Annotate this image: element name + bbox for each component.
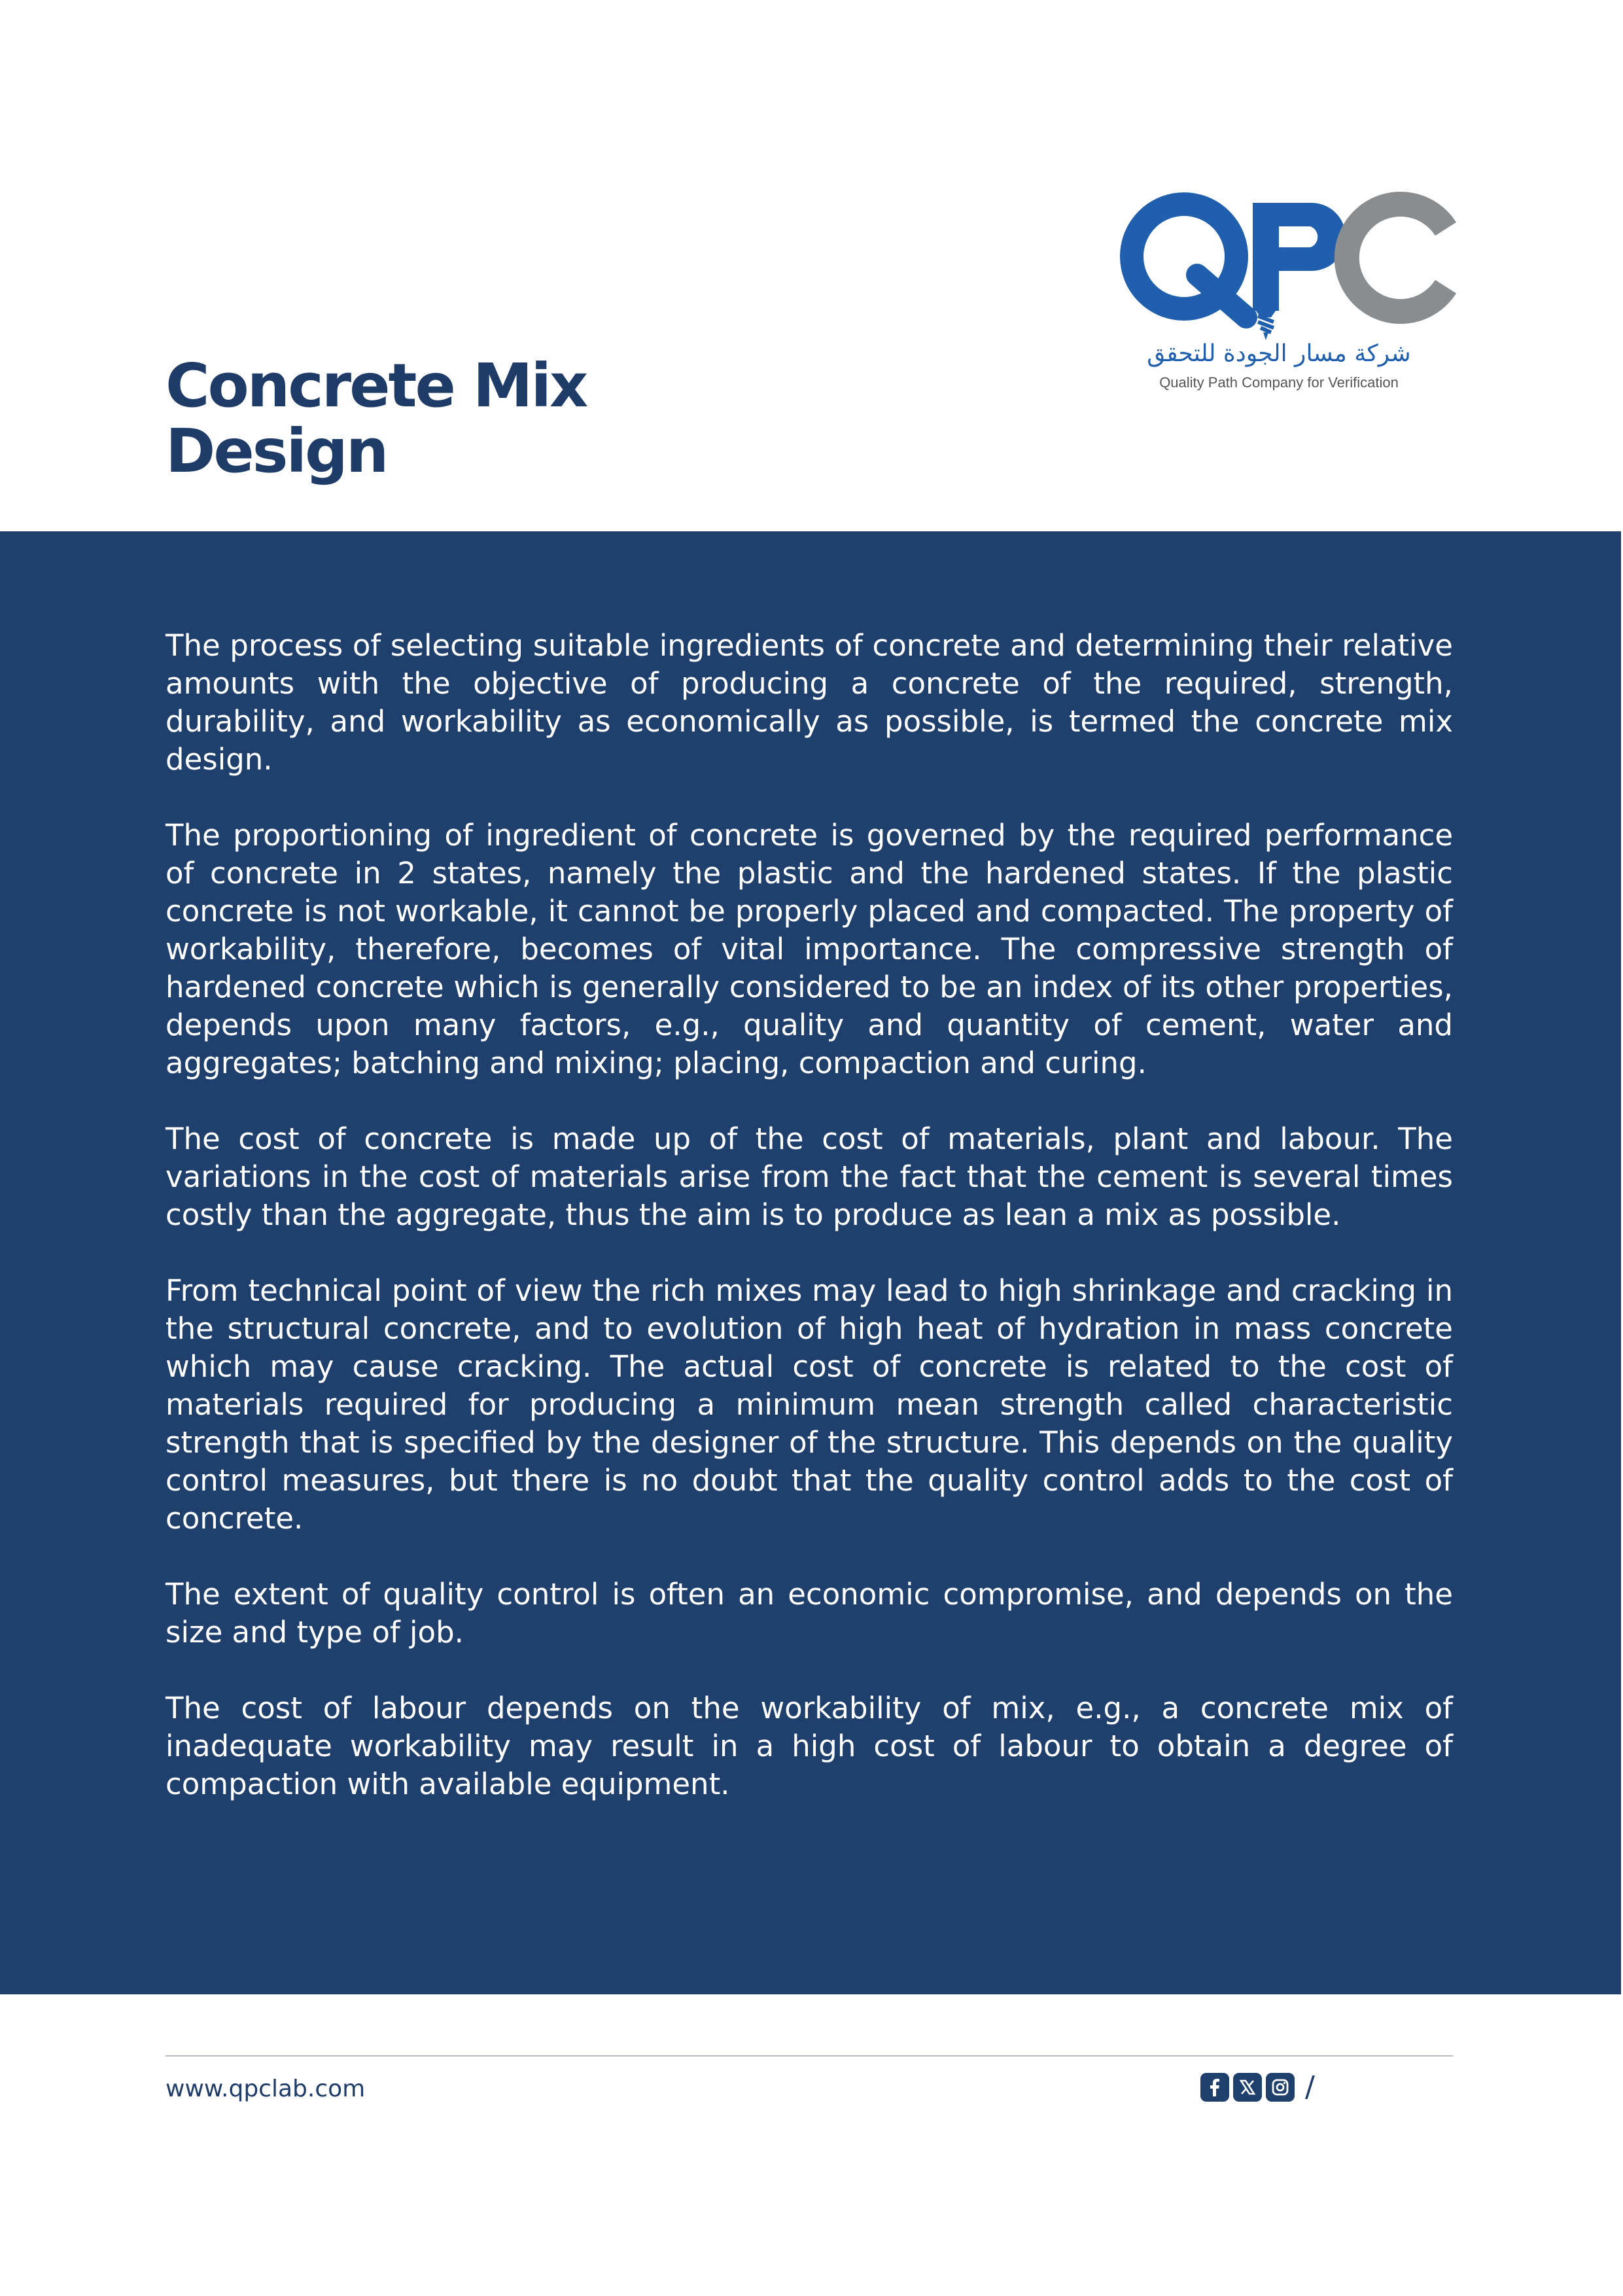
page-title-line-1: Concrete Mix	[166, 351, 587, 421]
website-link[interactable]: www.qpclab.com	[166, 2075, 366, 2102]
page-title-line-2: Design	[166, 416, 387, 486]
facebook-icon[interactable]	[1200, 2073, 1229, 2102]
page-header	[0, 0, 1623, 531]
company-logo	[1115, 183, 1469, 406]
paragraph-5: The extent of quality control is often an economic compromise, and depends on the size and type of job.	[166, 1577, 1453, 1650]
logo-english-name: Quality Path Company for Verification	[1159, 374, 1399, 391]
body-text	[166, 627, 1453, 1841]
paragraph-4: From technical point of view the rich mixes may lead to high shrinkage and cracking in the structural concrete, and to evolution of high heat of hydration in mass concrete which may cause cracking. The actual cost of concrete is related to the cost of materials required for producing a minimum mean strength called characteristic strength that is specified by the designer of the structure. This depends on the quality control measures, but there is no doubt that the quality control adds to the cost of concrete.	[166, 1273, 1453, 1536]
footer-divider	[166, 2055, 1453, 2057]
instagram-icon[interactable]	[1266, 2073, 1295, 2102]
footer-separator: /	[1305, 2070, 1315, 2104]
qpc-logo-mark	[1115, 183, 1469, 340]
x-icon[interactable]	[1233, 2073, 1262, 2102]
paragraph-1: The process of selecting suitable ingredients of concrete and determining their relative amounts with the objective of producing a concrete of the required, strength, durability, and workability as economically as possible, is termed the concrete mix design.	[166, 628, 1453, 777]
paragraph-3: The cost of concrete is made up of the cost of materials, plant and labour. The variations in the cost of materials arise from the fact that the cement is several times costly than the aggregate, thus the aim is to produce as lean a mix as possible.	[166, 1122, 1453, 1232]
social-links	[1200, 2070, 1315, 2104]
logo-arabic-name: شركة مسار الجودة للتحقق	[1147, 340, 1411, 367]
paragraph-2: The proportioning of ingredient of concrete is governed by the required performance of concrete in 2 states, namely the plastic and the hardened states. If the plastic concrete is not workable, it cannot be properly placed and compacted. The property of workability, therefore, becomes of vital importance. The compressive strength of hardened concrete which is generally considered to be an index of its other properties, depends upon many factors, e.g., quality and quantity of cement, water and aggregates; batching and mixing; placing, compaction and curing.	[166, 818, 1453, 1080]
content-panel	[0, 531, 1621, 1994]
page-title	[166, 353, 586, 484]
paragraph-6: The cost of labour depends on the workability of mix, e.g., a concrete mix of inadequate workability may result in a high cost of labour to obtain a degree of compaction with available equipment.	[166, 1691, 1453, 1801]
